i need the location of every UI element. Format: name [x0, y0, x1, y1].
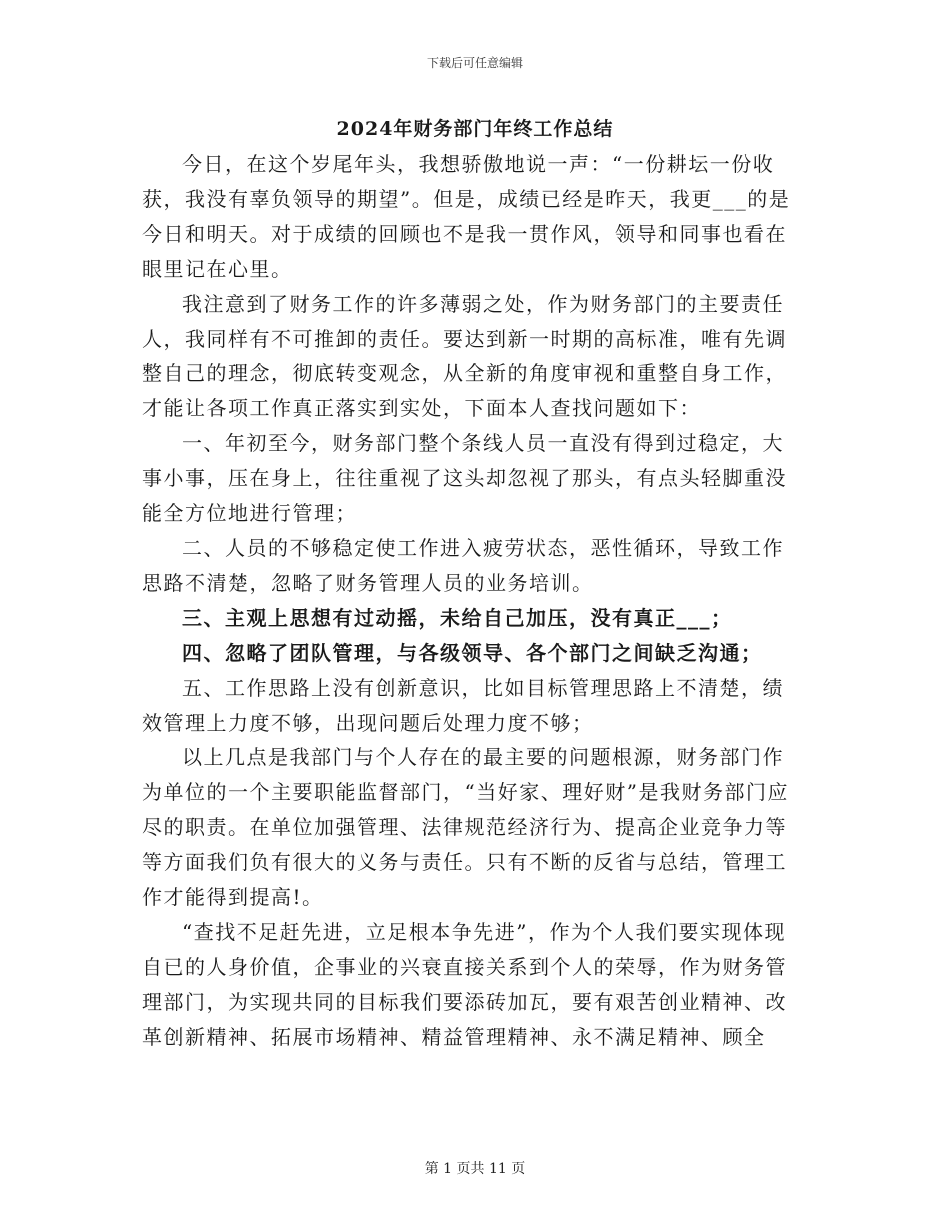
paragraph-bold: 三、主观上思想有过动摇，未给自己加压，没有真正___；: [182, 605, 733, 630]
paragraph: 一、年初至今，财务部门整个条线人员一直没有得到过稳定，大事小事，压在身上，往往重视了这头却忽视了那头，有点头轻脚重没能全方位地进行管理；: [142, 431, 787, 526]
paragraph-bold: 四、忽略了团队管理，与各级领导、各个部门之间缺乏沟通；: [182, 640, 763, 665]
document-body: [142, 147, 802, 1055]
paragraph: “查找不足赶先进，立足根本争先进”，作为个人我们要实现体现自已的人身价值，企事业的兴衰直接关系到个人的荣辱，作为财务管理部门，为实现共同的目标我们要添砖加瓦，要有艰苦创业精神、改革创新精神、拓展市场精神、精益管理精神、永不满足精神、顾全: [142, 919, 787, 1049]
paragraph: 五、工作思路上没有创新意识，比如目标管理思路上不清楚，绩效管理上力度不够，出现问题后处理力度不够；: [142, 675, 784, 735]
paragraph: 今日，在这个岁尾年头，我想骄傲地说一声：“一份耕坛一份收获，我没有辜负领导的期望”。但是，成绩已经是昨天，我更___的是今日和明天。对于成绩的回顾也不是我一贯作风，领导和同事也看在眼里记在心里。: [142, 152, 791, 281]
page-header: 下载后可任意编辑: [426, 56, 523, 70]
page-footer: 第 1 页共 11 页: [424, 1161, 526, 1177]
document-title: 2024年财务部门年终工作总结: [336, 118, 614, 140]
paragraph: 二、人员的不够稳定使工作进入疲劳状态，恶性循环，导致工作思路不清楚，忽略了财务管理人员的业务培训。: [142, 535, 784, 595]
paragraph: 以上几点是我部门与个人存在的最主要的问题根源，财务部门作为单位的一个主要职能监督部门，“当好家、理好财”是我财务部门应尽的职责。在单位加强管理、法律规范经济行为、提高企业竞争力等等方面我们负有很大的义务与责任。只有不断的反省与总结，管理工作才能得到提高!。: [142, 745, 789, 910]
paragraph: 我注意到了财务工作的许多薄弱之处，作为财务部门的主要责任人，我同样有不可推卸的责任。要达到新一时期的高标准，唯有先调整自己的理念，彻底转变观念，从全新的角度审视和重整自身工作，才能让各项工作真正落实到实处，下面本人查找问题如下：: [142, 291, 787, 421]
